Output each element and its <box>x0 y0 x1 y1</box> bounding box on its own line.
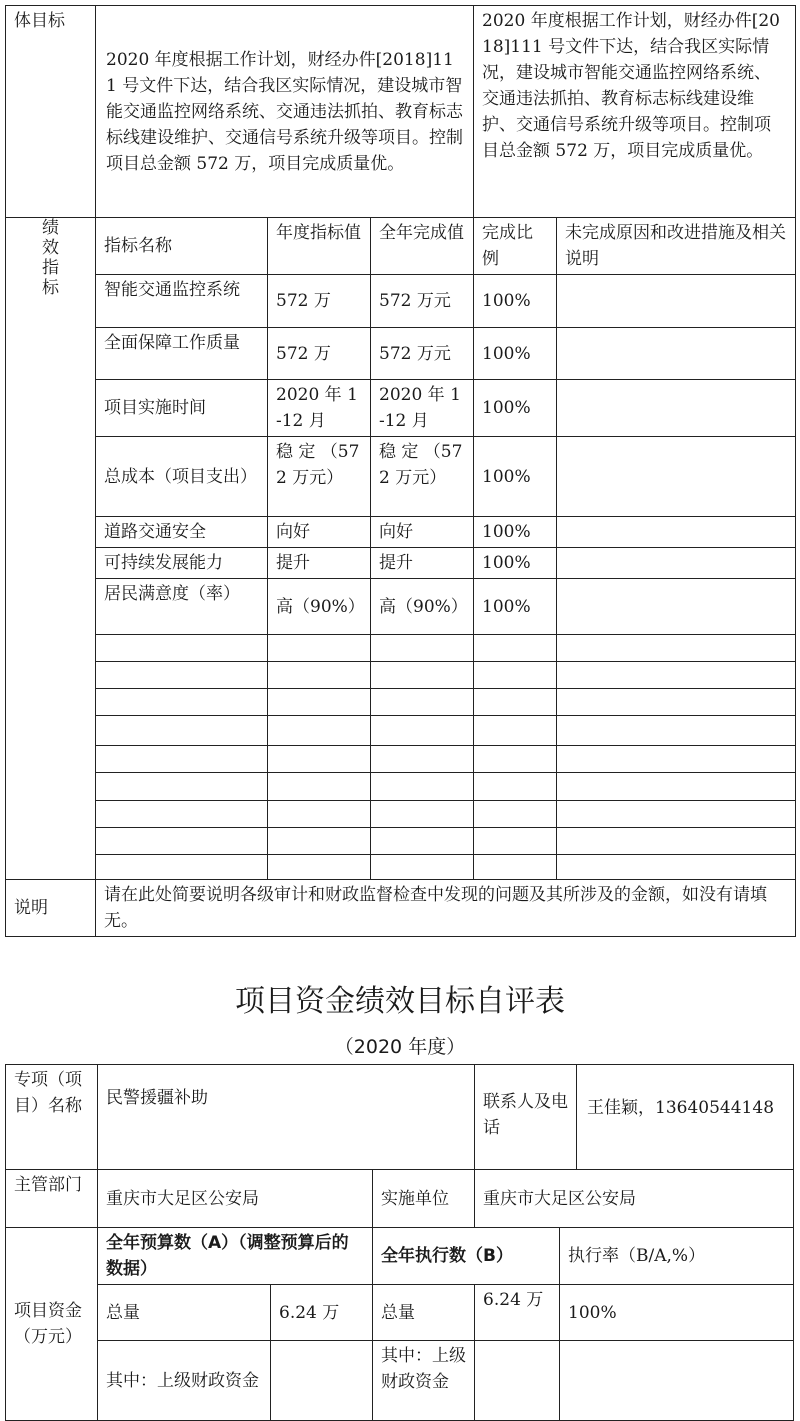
perf-indicator-label: 绩效指标 <box>6 218 96 880</box>
header-annual-actual: 全年完成值 <box>371 218 474 275</box>
row-actual: 572 万元 <box>371 275 474 328</box>
exec-header: 全年执行数（B） <box>373 1228 560 1285</box>
total-budget: 6.24 万 <box>271 1285 373 1341</box>
target-text-left: 2020 年度根据工作计划，财经办件[2018]111 号文件下达，结合我区实际情况，建设城市智能交通监控网络系统、交通违法抓拍、教育标志标线建设维护、交通信号系统升级等项目。控制项目总金额 572 万，项目完成质量优。 <box>96 6 474 218</box>
empty-row <box>6 855 796 880</box>
row-name: 总成本（项目支出） <box>96 437 268 517</box>
impl-value: 重庆市大足区公安局 <box>475 1170 794 1228</box>
table-row <box>6 437 796 517</box>
project-name-value: 民警援疆补助 <box>98 1065 475 1170</box>
dept-value: 重庆市大足区公安局 <box>98 1170 373 1228</box>
table-row <box>6 517 796 548</box>
row-actual: 高（90%） <box>371 579 474 635</box>
table-row <box>6 328 796 380</box>
row-target: 高（90%） <box>268 579 371 635</box>
target-text-right: 2020 年度根据工作计划，财经办件[2018]111 号文件下达，结合我区实际情况，建设城市智能交通监控网络系统、交通违法抓拍、教育标志标线建设维护、交通信号系统升级等项目。控制项目总金额 572 万，项目完成质量优。 <box>474 6 796 218</box>
row-target: 572 万 <box>268 328 371 380</box>
row-actual: 提升 <box>371 548 474 579</box>
empty-row <box>6 662 796 689</box>
table-row <box>6 579 796 635</box>
header-notes: 未完成原因和改进措施及相关说明 <box>557 218 796 275</box>
row-ratio: 100% <box>474 437 557 517</box>
note-text: 请在此处简要说明各级审计和财政监督检查中发现的问题及其所涉及的金额，如没有请填无。 <box>96 880 796 937</box>
dept-label: 主管部门 <box>6 1170 98 1228</box>
contact-label: 联系人及电话 <box>475 1065 577 1169</box>
empty-row <box>6 828 796 855</box>
row-note <box>557 380 796 437</box>
row-note <box>557 579 796 635</box>
sub-rate <box>560 1341 794 1421</box>
contact-value: 王佳颖，13640544148 <box>587 1098 775 1118</box>
row-name: 全面保障工作质量 <box>96 328 268 380</box>
impl-label: 实施单位 <box>373 1170 475 1228</box>
sub-budget <box>271 1341 373 1421</box>
row-note <box>557 275 796 328</box>
row-name: 可持续发展能力 <box>96 548 268 579</box>
table-row <box>6 380 796 437</box>
row-name: 智能交通监控系统 <box>96 275 268 328</box>
row-name: 道路交通安全 <box>96 517 268 548</box>
rate-header: 执行率（B/A,%） <box>560 1228 794 1285</box>
total-label: 总量 <box>98 1285 271 1341</box>
table-row <box>6 548 796 579</box>
table-row <box>6 275 796 328</box>
empty-row <box>6 635 796 662</box>
row-target: 稳 定 （572 万元） <box>268 437 371 517</box>
target-label: 体目标 <box>6 6 96 218</box>
empty-row <box>6 801 796 828</box>
row-actual: 向好 <box>371 517 474 548</box>
sub-exec <box>475 1341 560 1421</box>
row-target: 2020 年 1-12 月 <box>268 380 371 437</box>
project-name-label: 专项（项目）名称 <box>6 1065 98 1170</box>
row-target: 572 万 <box>268 275 371 328</box>
budget-header: 全年预算数（A）（调整预算后的数据） <box>98 1228 373 1285</box>
row-target: 提升 <box>268 548 371 579</box>
row-name: 项目实施时间 <box>96 380 268 437</box>
row-note <box>557 548 796 579</box>
header-indicator-name: 指标名称 <box>96 218 268 275</box>
page-subtitle: （2020 年度） <box>334 1036 466 1058</box>
row-actual: 稳 定 （572 万元） <box>371 437 474 517</box>
note-label: 说明 <box>6 880 96 937</box>
row-ratio: 100% <box>474 275 557 328</box>
row-name: 居民满意度（率） <box>96 579 268 635</box>
performance-table <box>5 5 796 937</box>
total-exec: 6.24 万 <box>475 1285 560 1341</box>
funds-table <box>5 1064 794 1421</box>
row-actual: 2020 年 1-12 月 <box>371 380 474 437</box>
row-ratio: 100% <box>474 548 557 579</box>
row-note <box>557 437 796 517</box>
empty-row <box>6 716 796 746</box>
row-actual: 572 万元 <box>371 328 474 380</box>
row-ratio: 100% <box>474 579 557 635</box>
row-note <box>557 517 796 548</box>
row-ratio: 100% <box>474 328 557 380</box>
row-ratio: 100% <box>474 380 557 437</box>
sub-exec-label: 其中：上级财政资金 <box>373 1341 475 1421</box>
funds-label: 项目资金（万元） <box>6 1228 98 1421</box>
page-title: 项目资金绩效目标自评表 <box>235 984 565 1019</box>
header-completion-ratio: 完成比例 <box>474 218 557 275</box>
empty-row <box>6 773 796 801</box>
empty-row <box>6 689 796 716</box>
row-target: 向好 <box>268 517 371 548</box>
row-ratio: 100% <box>474 517 557 548</box>
total-rate: 100% <box>560 1285 794 1341</box>
sub-label: 其中：上级财政资金 <box>98 1341 271 1421</box>
header-annual-target: 年度指标值 <box>268 218 371 275</box>
total-exec-label: 总量 <box>373 1285 475 1341</box>
row-note <box>557 328 796 380</box>
empty-row <box>6 746 796 773</box>
